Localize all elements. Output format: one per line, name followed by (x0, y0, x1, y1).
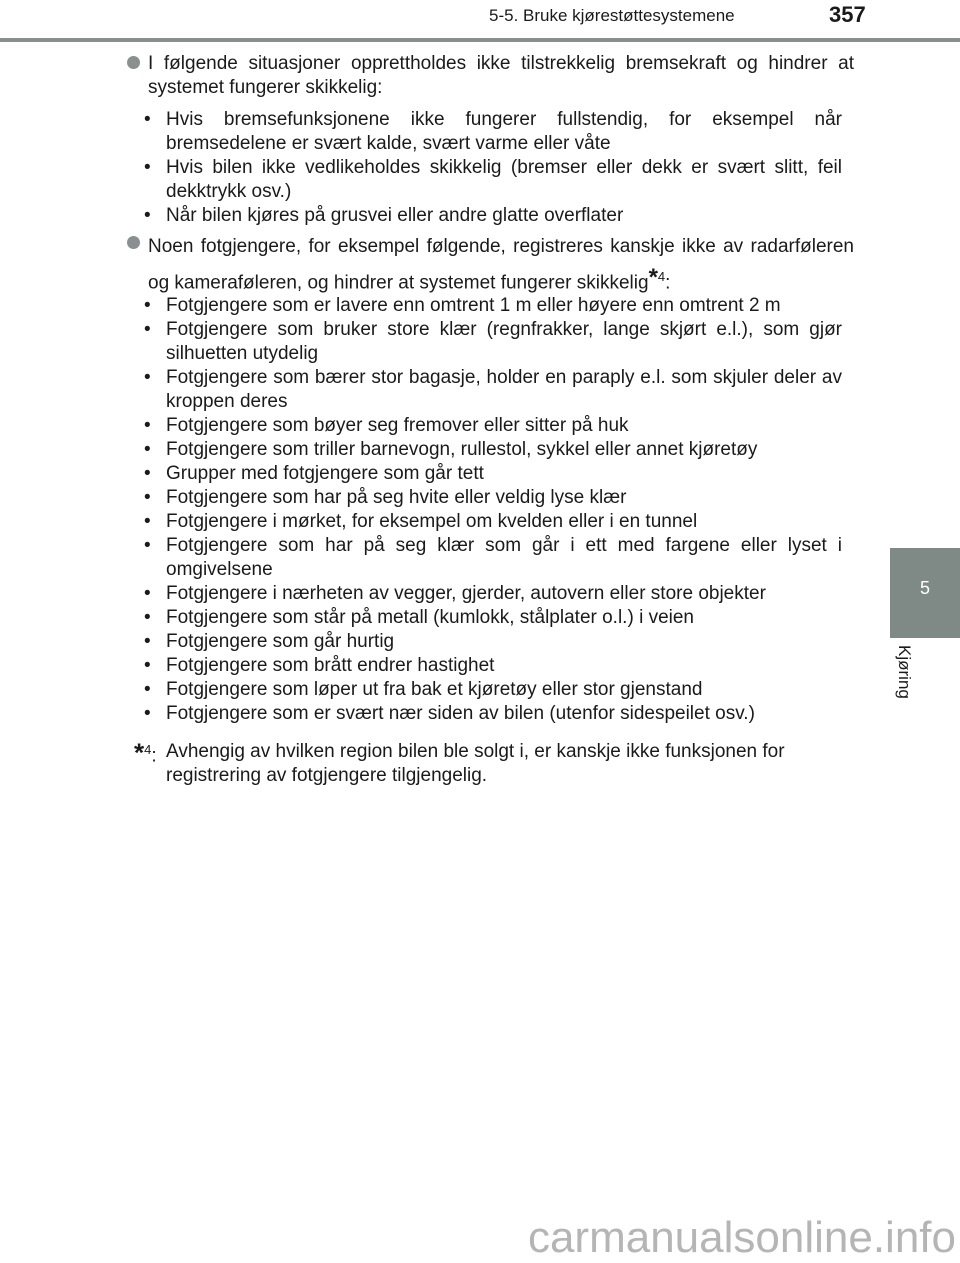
footnote-ref (648, 264, 666, 291)
footnote-star: * (134, 737, 145, 768)
list-item: • Fotgjengere som bærer stor bagasje, holder en paraply e.l. som skjuler deler av kroppen deres (134, 366, 842, 414)
bullet-text: I følgende situasjoner opprettholdes ikke tilstrekkelig bremsekraft og hindrer at systemet fungerer skikkelig: (148, 53, 854, 98)
list-item: • Fotgjengere som er svært nær siden av bilen (utenfor sidespeilet osv.) (134, 702, 842, 726)
list-item: • Grupper med fotgjengere som går tett (134, 462, 842, 486)
list-item: • Fotgjengere som går hurtig (134, 630, 842, 654)
footnote-ref-number: 4 (657, 269, 666, 284)
bullet-text (148, 232, 854, 298)
chapter-label: Kjøring (895, 645, 914, 699)
list-item: • Fotgjengere som er lavere enn omtrent 1 m eller høyere enn omtrent 2 m (134, 294, 842, 318)
list-item: • Hvis bilen ikke vedlikeholdes skikkelig (bremser eller dekk er svært slitt, feil dekktrykk osv.) (134, 156, 842, 204)
list-item: • Fotgjengere i mørket, for eksempel om kvelden eller i en tunnel (134, 510, 842, 534)
chapter-label-container (890, 645, 960, 725)
bullet-text-body: Noen fotgjengere, for eksempel følgende, registreres kanskje ikke av radarføleren og kameraføleren, og hindrer at systemet fungerer skikkelig (148, 236, 854, 294)
section-title: 5-5. Bruke kjørestøttesystemene (489, 6, 735, 25)
list-item: • Fotgjengere som bruker store klær (regnfrakker, lange skjørt e.l.), som gjør silhuetten utydelig (134, 318, 842, 366)
list-item: • Fotgjengere som står på metall (kumlokk, stålplater o.l.) i veien (134, 606, 842, 630)
bullet-marker-icon (127, 236, 140, 249)
footnote-ref-star: * (648, 264, 658, 291)
watermark: carmanualsonline.info (527, 1213, 956, 1262)
sub-list (134, 108, 842, 228)
footnote-ref-suffix: : (665, 272, 671, 294)
list-item: • Fotgjengere som løper ut fra bak et kjøretøy eller stor gjenstand (134, 678, 842, 702)
chapter-number: 5 (919, 578, 930, 598)
footnote-number: 4 (144, 742, 152, 757)
list-item: • Fotgjengere som bøyer seg fremover eller sitter på huk (134, 414, 842, 438)
list-item: • Fotgjengere som triller barnevogn, rullestol, sykkel eller annet kjøretøy (134, 438, 842, 462)
list-item: • Fotgjengere som brått endrer hastighet (134, 654, 842, 678)
page-number: 357 (829, 2, 866, 27)
list-item: • Fotgjengere som har på seg hvite eller veldig lyse klær (134, 486, 842, 510)
list-item: • Fotgjengere som har på seg klær som går i ett med fargene eller lyset i omgivelsene (134, 534, 842, 582)
sub-list (134, 294, 842, 726)
footnote-colon: : (151, 745, 157, 767)
list-item: • Hvis bremsefunksjonene ikke fungerer fullstendig, for eksempel når bremsedelene er svært kalde, svært varme eller våte (134, 108, 842, 156)
bullet-marker-icon (127, 56, 140, 69)
footnote-marker (134, 738, 157, 768)
footnote-text: Avhengig av hvilken region bilen ble solgt i, er kanskje ikke funksjonen for registrering av fotgjengere tilgjengelig. (166, 741, 785, 786)
list-item: • Når bilen kjøres på grusvei eller andre glatte overflater (134, 204, 842, 228)
chapter-tab (890, 548, 960, 638)
list-item: • Fotgjengere i nærheten av vegger, gjerder, autovern eller store objekter (134, 582, 842, 606)
header-divider (0, 38, 960, 42)
